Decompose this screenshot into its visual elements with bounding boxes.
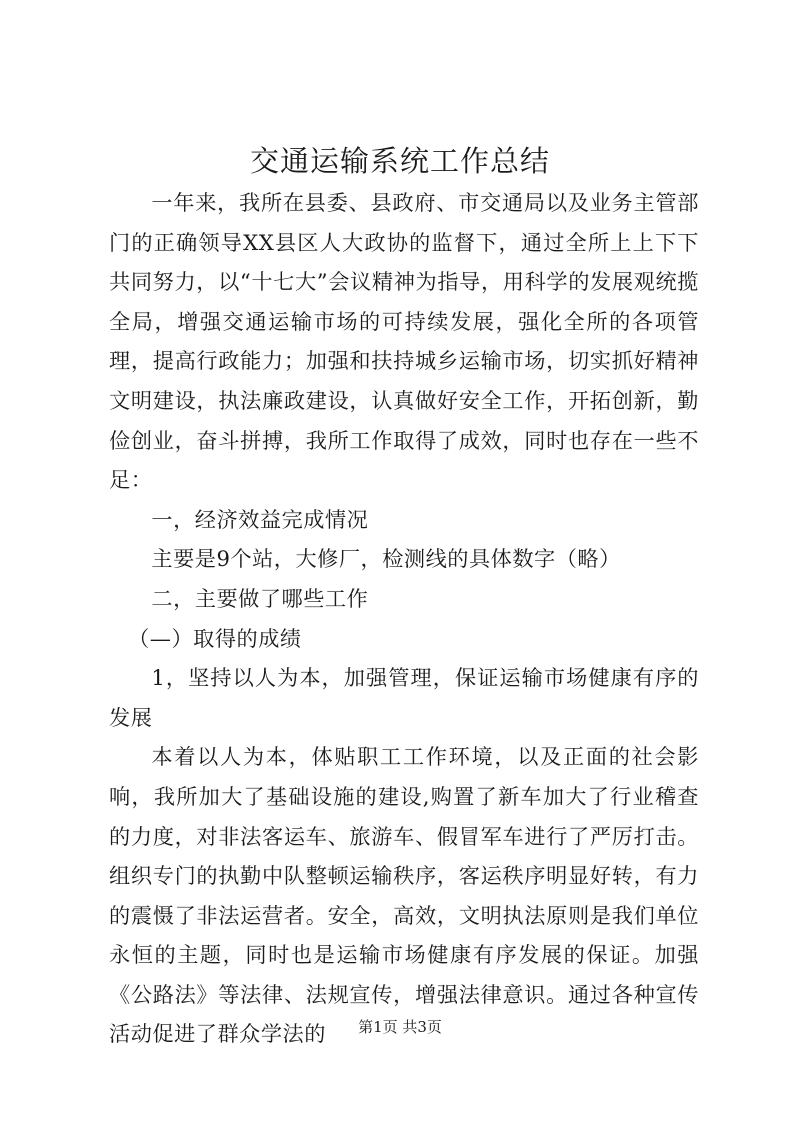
paragraph-specific-figures: 主要是9个站，大修厂，检测线的具体数字（略） <box>151 546 621 572</box>
item-heading-people-oriented: 1，坚持以人为本，加强管理，保证运输市场健康有序的发展 <box>109 665 699 730</box>
document-body <box>109 183 699 1054</box>
page-number-footer: 第1页 共3页 <box>358 1018 442 1036</box>
paragraph-people-oriented-detail: 本着以人为本，体贴职工工作环境，以及正面的社会影响，我所加大了基础设施的建设,购置了新车加大了行业稽查的力度，对非法客运车、旅游车、假冒军车进行了严厉打击。组织专门的执勤中队整顿运输秩序，客运秩序明显好转，有力的震慑了非法运营者。安全，高效，文明执法原则是我们单位永恒的主题，同时也是运输市场健康有序发展的保证。加强《公路法》等法律、法规宣传，增强法律意识。通过各种宣传活动促进了群众学法的 <box>109 744 699 1047</box>
paragraph-intro: 一年来，我所在县委、县政府、市交通局以及业务主管部门的正确领导XX县区人大政协的监督下，通过全所上上下下共同努力，以“十七大”会议精神为指导，用科学的发展观统揽全局，增强交通运输市场的可持续发展，强化全所的各项管理，提高行政能力；加强和扶持城乡运输市场，切实抓好精神文明建设，执法廉政建设，认真做好安全工作，开拓创新，勤俭创业，奋斗拼搏，我所工作取得了成效，同时也存在一些不足： <box>109 190 699 493</box>
section-heading-economic-benefit: 一，经济效益完成情况 <box>151 506 369 532</box>
document-title: 交通运输系统工作总结 <box>249 144 550 178</box>
subsection-heading-achievements: （—）取得的成绩 <box>128 625 302 651</box>
section-heading-work-done: 二，主要做了哪些工作 <box>151 585 369 611</box>
